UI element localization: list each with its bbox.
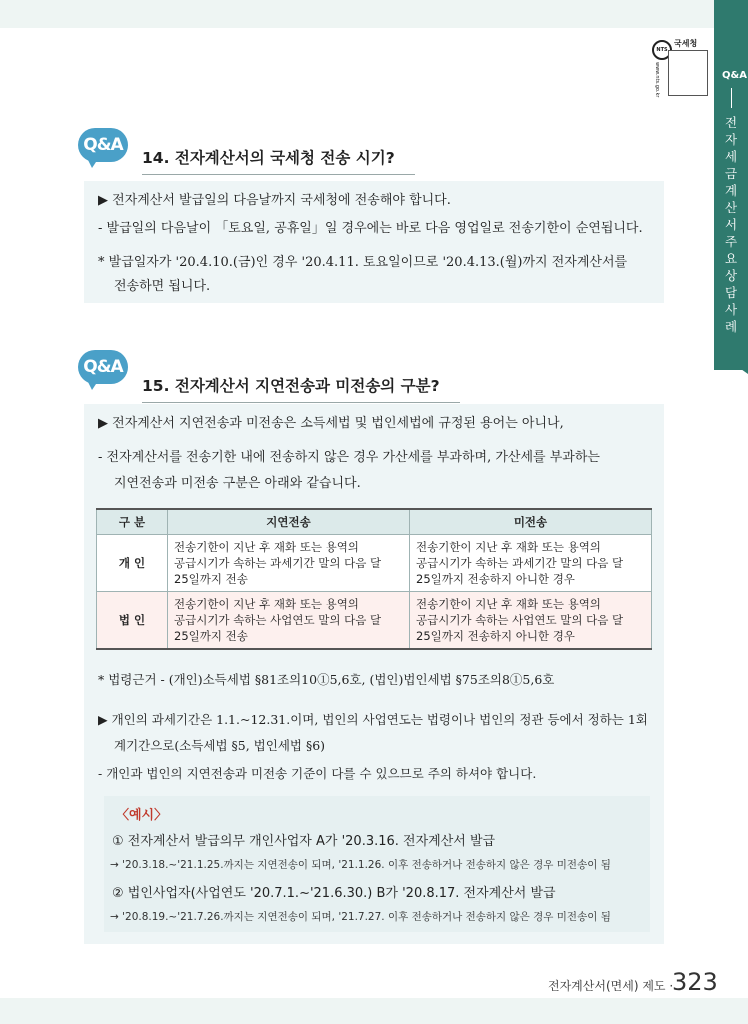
side-tab-label (722, 68, 747, 335)
cell-line: 공급시기가 속하는 과세기간 말의 다음 달 (416, 556, 624, 570)
qa-tail (86, 156, 100, 168)
answer-15-line-4: ▶ 개인의 과세기간은 1.1.~12.31.이며, 법인의 사업연도는 법령이나 법인의 정관 등에서 정하는 1회 (98, 712, 648, 727)
answer-14-line-3: * 발급일자가 '20.4.10.(금)인 경우 '20.4.11. 토요일이므로 '20.4.13.(월)까지 전자계산서를 (98, 255, 628, 270)
table-header-row (97, 509, 652, 535)
top-band (0, 0, 748, 28)
table-cell (410, 592, 652, 650)
table-cell (410, 535, 652, 592)
table-header: 지연전송 (168, 509, 410, 535)
logo-url: www.nts.go.kr (654, 62, 660, 98)
side-tab-text: 전자세금계산서 주요 상담사례 (724, 115, 738, 334)
cell-line: 공급시기가 속하는 사업연도 말의 다음 달 (416, 613, 624, 627)
cell-line: 전송기한이 지난 후 재화 또는 용역의 (174, 597, 359, 611)
answer-15-line-1: ▶ 전자계산서 지연전송과 미전송은 소득세법 및 법인세법에 규정된 용어는 아니나, (98, 416, 564, 431)
table-cell (168, 535, 410, 592)
legal-basis-note: * 법령근거 - (개인)소득세법 §81조의10①5,6호, (법인)법인세법 §75조의8①5,6호 (98, 672, 555, 687)
answer-15-line-6: - 개인과 법인의 지연전송과 미전송 기준이 다를 수 있으므로 주의 하셔야 합니다. (98, 766, 537, 781)
side-tab-fold (714, 350, 748, 374)
side-tab-qa: Q&A (722, 70, 747, 81)
qa-tail (86, 378, 100, 390)
bottom-band (0, 998, 748, 1024)
table-header: 구 분 (97, 509, 168, 535)
cell-line: 25일까지 전송 (174, 572, 248, 586)
table-row (97, 592, 652, 650)
example-item-2-sub: → '20.8.19.~'21.7.26.까지는 지연전송이 되며, '21.7.27. 이후 전송하거나 전송하지 않은 경우 미전송이 됨 (110, 911, 611, 923)
row-label: 개 인 (97, 535, 168, 592)
answer-15-line-3: 지연전송과 미전송 구분은 아래와 같습니다. (114, 476, 361, 491)
footer-section-title: 전자계산서(면세) 제도 · (548, 979, 674, 993)
nts-emblem-icon: NTS (652, 40, 672, 60)
cell-line: 공급시기가 속하는 과세기간 말의 다음 달 (174, 556, 382, 570)
table-cell (168, 592, 410, 650)
comparison-table (96, 508, 652, 650)
example-title: 〈예시〉 (116, 808, 168, 823)
example-item-1-sub: → '20.3.18.~'21.1.25.까지는 지연전송이 되며, '21.1.26. 이후 전송하거나 전송하지 않은 경우 미전송이 됨 (110, 859, 611, 871)
qa-badge-15 (78, 350, 130, 392)
example-item-1: ① 전자계산서 발급의무 개인사업자 A가 '20.3.16. 전자계산서 발급 (112, 834, 496, 849)
cell-line: 25일까지 전송하지 아니한 경우 (416, 629, 575, 643)
answer-14-line-2: - 발급일의 다음날이 「토요일, 공휴일」일 경우에는 바로 다음 영업일로 전송기한이 순연됩니다. (98, 221, 643, 236)
qa-badge-14 (78, 128, 130, 170)
qa-bubble: Q&A (78, 128, 128, 162)
cell-line: 공급시기가 속하는 사업연도 말의 다음 달 (174, 613, 382, 627)
cell-line: 전송기한이 지난 후 재화 또는 용역의 (416, 597, 601, 611)
table-header: 미전송 (410, 509, 652, 535)
qa-bubble: Q&A (78, 350, 128, 384)
question-14-title: 14. 전자계산서의 국세청 전송 시기? (142, 146, 395, 168)
nts-logo (650, 34, 708, 96)
logo-text: 국세청 (674, 39, 698, 48)
example-item-2: ② 법인사업자(사업연도 '20.7.1.~'21.6.30.) B가 '20.8.17. 전자계산서 발급 (112, 886, 556, 901)
answer-14-line-4: 전송하면 됩니다. (114, 279, 211, 294)
table-row (97, 535, 652, 592)
logo-box (668, 50, 708, 96)
side-tab-divider (731, 88, 732, 108)
question-15-title: 15. 전자계산서 지연전송과 미전송의 구분? (142, 374, 440, 396)
cell-line: 전송기한이 지난 후 재화 또는 용역의 (416, 540, 601, 554)
answer-14-line-1: ▶ 전자계산서 발급일의 다음날까지 국세청에 전송해야 합니다. (98, 193, 451, 208)
row-label: 법 인 (97, 592, 168, 650)
answer-15-line-5: 계기간으로(소득세법 §5, 법인세법 §6) (114, 738, 326, 753)
answer-15-line-2: - 전자계산서를 전송기한 내에 전송하지 않은 경우 가산세를 부과하며, 가산세를 부과하는 (98, 450, 600, 465)
cell-line: 25일까지 전송하지 아니한 경우 (416, 572, 575, 586)
page-number: 323 (672, 968, 718, 996)
cell-line: 25일까지 전송 (174, 629, 248, 643)
cell-line: 전송기한이 지난 후 재화 또는 용역의 (174, 540, 359, 554)
